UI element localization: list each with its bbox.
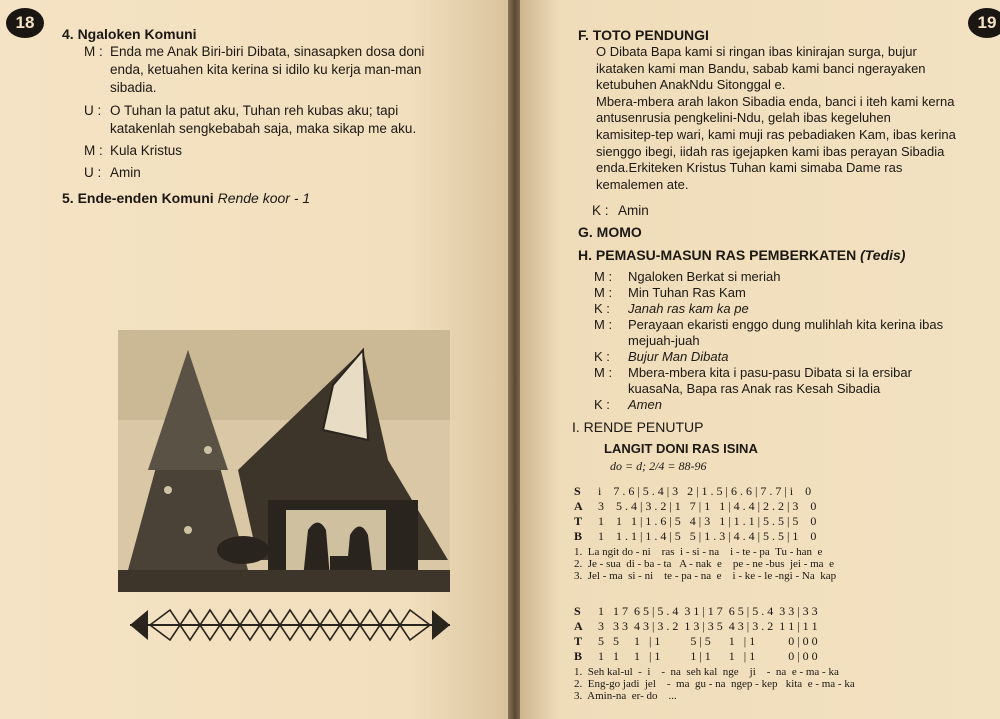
- liturgy-line: M : Mbera-mbera kita i pasu-pasu Dibata si la ersibar: [594, 365, 912, 380]
- lyric-line: 3. Jel - ma si - ni te - pa - na e i - ke - le -ngi - Na kap: [574, 570, 837, 582]
- voice-label: A: [574, 619, 583, 633]
- voice-label: A: [574, 499, 583, 513]
- notation: 1 1 . 1 | 1 . 4 | 5 5 | 1 . 3 | 4 . 4 | 5 . 5 | 1 0: [598, 529, 817, 543]
- prayer-line: kemalemen ate.: [596, 176, 689, 192]
- lyric-line: 3. Amin-na er- do ...: [574, 690, 688, 702]
- prayer-line: ketubuhen AnakNdu Sitonggal e.: [596, 77, 786, 93]
- music-staff-row: [574, 529, 816, 544]
- music-staff-row: [574, 604, 818, 619]
- section-g-title: G. MOMO: [578, 224, 642, 240]
- liturgy-line: M : Enda me Anak Biri-biri Dibata, sinasapken dosa doni: [84, 44, 425, 59]
- notation: 3 5 . 4 | 3 . 2 | 1 7 | 1 1 | 4 . 4 | 2 . 2 | 3 0: [598, 499, 817, 513]
- section-f-title: F. TOTO PENDUNGI: [578, 27, 709, 43]
- notation: i 7 . 6 | 5 . 4 | 3 2 | 1 . 5 | 6 . 6 | 7 . 7 | i 0: [598, 484, 812, 498]
- voice-label: B: [574, 649, 583, 663]
- liturgy-line: kuasaNa, Bapa ras Anak ras Kesah Sibadia: [628, 381, 881, 396]
- liturgy-line: enda, ketuahen kita kerina si idilo ku kerja man-man: [110, 62, 422, 77]
- notation: 1 1 1 | 1 1 | 1 1 | 1 0 | 0 0: [598, 649, 818, 663]
- liturgy-line: sibadia.: [110, 80, 157, 95]
- right-page: [520, 0, 1000, 719]
- notation: 1 1 7 6 5 | 5 . 4 3 1 | 1 7 6 5 | 5 . 4 3 3 | 3 3: [598, 604, 818, 618]
- section-i-title: I. RENDE PENUTUP: [572, 419, 704, 435]
- voice-label: S: [574, 604, 581, 618]
- section-5-title: 5. Ende-enden Komuni Rende koor - 1: [62, 190, 311, 206]
- prayer-line: ikataken kami man Bandu, sabab kami banci ngerayaken: [596, 60, 926, 76]
- liturgy-line: U : Amin: [84, 165, 141, 180]
- prayer-line: O Dibata Bapa kami si ringan ibas kinirajan surga, bujur: [596, 44, 917, 59]
- decorative-ornament-icon: [130, 604, 450, 646]
- music-staff-row: [574, 514, 816, 529]
- lyric-line: 1. Seh kal-ul - i - na seh kal nge ji - na e - ma - ka: [574, 666, 839, 678]
- liturgy-line: katakenlah sengkebabah saja, maka sikap me aku.: [110, 121, 417, 136]
- prayer-line: antusenrusia pengkelini-Ndu, gelah ibas kegeluhen: [596, 110, 891, 126]
- voice-label: T: [574, 634, 583, 648]
- nativity-illustration: [118, 330, 450, 592]
- notation: 5 5 1 | 1 5 | 5 1 | 1 0 | 0 0: [598, 634, 818, 648]
- lyric-line: 2. Eng-go jadi jel - ma gu - na ngep - kep kita e - ma - ka: [574, 678, 855, 690]
- liturgy-line: M : Kula Kristus: [84, 143, 183, 158]
- liturgy-line: U : O Tuhan la patut aku, Tuhan reh kubas aku; tapi: [84, 103, 399, 118]
- liturgy-line: mejuah-juah: [628, 333, 700, 348]
- music-staff-row: [574, 634, 818, 649]
- liturgy-line: M : Perayaan ekaristi enggo dung mulihlah kita kerina ibas: [594, 317, 944, 332]
- liturgy-line: M : Ngaloken Berkat si meriah: [594, 269, 781, 284]
- prayer-line: enda.Erkiteken Kristus Tuhan kami simaba Dame ras: [596, 160, 903, 176]
- page-number-left: 18: [6, 8, 44, 38]
- lyric-line: 2. Je - sua di - ba - ta A - nak e pe - ne -bus jei - ma e: [574, 558, 834, 570]
- music-staff-row: [574, 619, 818, 634]
- song-title: LANGIT DONI RAS ISINA: [604, 441, 758, 456]
- music-staff-row: [574, 499, 816, 514]
- section-h-title: H. PEMASU-MASUN RAS PEMBERKATEN (Tedis): [578, 247, 906, 263]
- notation: 3 3 3 4 3 | 3 . 2 1 3 | 3 5 4 3 | 3 . 2 1 1 | 1 1: [598, 619, 818, 633]
- notation: 1 1 1 | 1 . 6 | 5 4 | 3 1 | 1 . 1 | 5 . 5 | 5 0: [598, 514, 817, 528]
- song-key: do = d; 2/4 = 88-96: [610, 459, 707, 473]
- prayer-line: Mbera-mbera arah lakon Sibadia enda, banci i iteh kami kerna: [596, 93, 955, 109]
- voice-label: T: [574, 514, 583, 528]
- liturgy-line: K : Amin: [592, 203, 649, 218]
- music-staff-row: [574, 484, 811, 499]
- music-score: [574, 484, 994, 714]
- section-4-title: 4. Ngaloken Komuni: [62, 26, 197, 42]
- prayer-line: sienggo ibegi, iidah ras igejapken kami ibas perayan Sibadia: [596, 143, 945, 159]
- liturgy-line: K : Bujur Man Dibata: [594, 349, 729, 364]
- liturgy-line: K : Janah ras kam ka pe: [594, 301, 749, 316]
- voice-label: S: [574, 484, 581, 498]
- music-staff-row: [574, 649, 818, 664]
- prayer-line: kamisitep-tep wari, kami muji ras pebadiaken Kam, ibas kerina: [596, 127, 956, 142]
- page-number-right: 19: [968, 8, 1000, 38]
- liturgy-line: K : Amen: [594, 397, 662, 412]
- voice-label: B: [574, 529, 583, 543]
- liturgy-line: M : Min Tuhan Ras Kam: [594, 285, 746, 300]
- lyric-line: 1. La ngit do - ni ras i - si - na i - te - pa Tu - han e: [574, 546, 823, 558]
